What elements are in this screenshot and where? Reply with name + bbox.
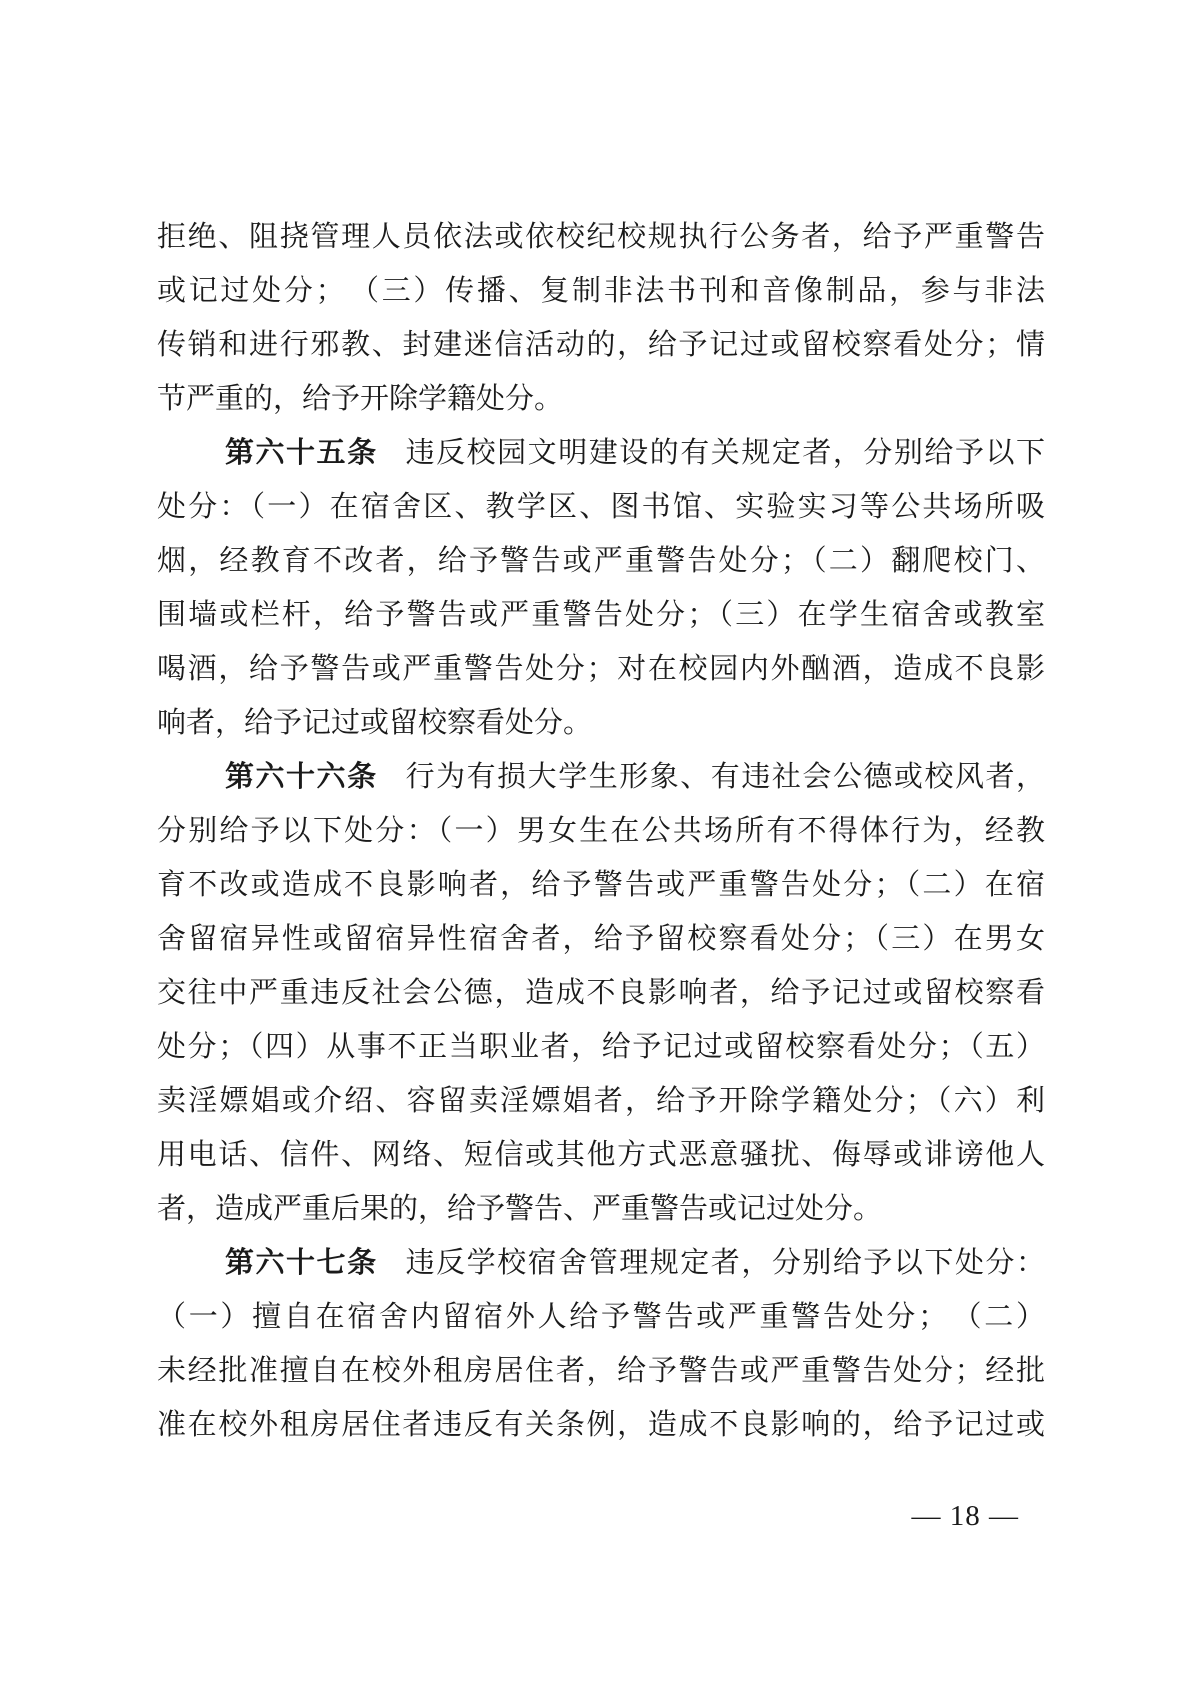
- text-line: [157, 480, 1045, 534]
- line-text: 或记过处分； （三）传播、复制非法书刊和音像制品，参与非法: [157, 275, 1045, 307]
- page-number: — 18 —: [911, 1500, 1019, 1532]
- text-line: [157, 264, 1045, 318]
- line-text: 处分；（四）从事不正当职业者，给予记过或留校察看处分；（五）: [157, 1031, 1045, 1063]
- text-line-article-66: [157, 750, 1045, 804]
- line-text: 围墙或栏杆，给予警告或严重警告处分；（三）在学生宿舍或教室: [157, 599, 1045, 631]
- text-line: [157, 1020, 1045, 1074]
- text-line: [157, 1128, 1045, 1182]
- line-text: （一）擅自在宿舍内留宿外人给予警告或严重警告处分； （二）: [157, 1301, 1045, 1333]
- text-line: [157, 588, 1045, 642]
- text-line: [157, 210, 1045, 264]
- line-text: 响者，给予记过或留校察看处分。: [157, 707, 593, 739]
- line-text: 交往中严重违反社会公德，造成不良影响者，给予记过或留校察看: [157, 977, 1045, 1009]
- line-text: 育不改或造成不良影响者，给予警告或严重警告处分；（二）在宿: [157, 869, 1045, 901]
- text-line: [157, 1398, 1045, 1452]
- line-text: 违反校园文明建设的有关规定者，分别给予以下: [405, 437, 1045, 469]
- document-body: [157, 210, 1045, 1452]
- text-line: [157, 1182, 1045, 1236]
- line-text: 烟，经教育不改者，给予警告或严重警告处分；（二）翻爬校门、: [157, 545, 1045, 577]
- line-text: 准在校外租房居住者违反有关条例，造成不良影响的，给予记过或: [157, 1409, 1045, 1441]
- line-text: 拒绝、阻挠管理人员依法或依校纪校规执行公务者，给予严重警告: [157, 221, 1045, 253]
- text-line: [157, 912, 1045, 966]
- text-line: [157, 642, 1045, 696]
- line-text: 者，造成严重后果的，给予警告、严重警告或记过处分。: [157, 1193, 883, 1225]
- text-line: [157, 1344, 1045, 1398]
- text-line: [157, 858, 1045, 912]
- text-line: [157, 1074, 1045, 1128]
- line-text: 舍留宿异性或留宿异性宿舍者，给予留校察看处分；（三）在男女: [157, 923, 1045, 955]
- text-line-article-65: [157, 426, 1045, 480]
- text-line-article-67: [157, 1236, 1045, 1290]
- text-line: [157, 966, 1045, 1020]
- line-text: 用电话、信件、网络、短信或其他方式恶意骚扰、侮辱或诽谤他人: [157, 1139, 1045, 1171]
- text-line: [157, 1290, 1045, 1344]
- text-line: [157, 534, 1045, 588]
- line-text: 喝酒，给予警告或严重警告处分；对在校园内外酗酒，造成不良影: [157, 653, 1045, 685]
- text-line: [157, 372, 1045, 426]
- line-text: 处分：（一）在宿舍区、教学区、图书馆、实验实习等公共场所吸: [157, 491, 1045, 523]
- article-number: 第六十七条: [225, 1247, 378, 1279]
- line-text: 分别给予以下处分：（一）男女生在公共场所有不得体行为，经教: [157, 815, 1045, 847]
- line-text: 行为有损大学生形象、有违社会公德或校风者，: [405, 761, 1045, 793]
- article-number: 第六十六条: [225, 761, 378, 793]
- text-line: [157, 804, 1045, 858]
- text-line: [157, 318, 1045, 372]
- text-line: [157, 696, 1045, 750]
- line-text: 传销和进行邪教、封建迷信活动的，给予记过或留校察看处分；情: [157, 329, 1045, 361]
- line-text: 违反学校宿舍管理规定者，分别给予以下处分：: [405, 1247, 1045, 1279]
- line-text: 未经批准擅自在校外租房居住者，给予警告或严重警告处分；经批: [157, 1355, 1045, 1387]
- article-number: 第六十五条: [225, 437, 378, 469]
- line-text: 节严重的，给予开除学籍处分。: [157, 383, 564, 415]
- line-text: 卖淫嫖娼或介绍、容留卖淫嫖娼者，给予开除学籍处分；（六）利: [157, 1085, 1045, 1117]
